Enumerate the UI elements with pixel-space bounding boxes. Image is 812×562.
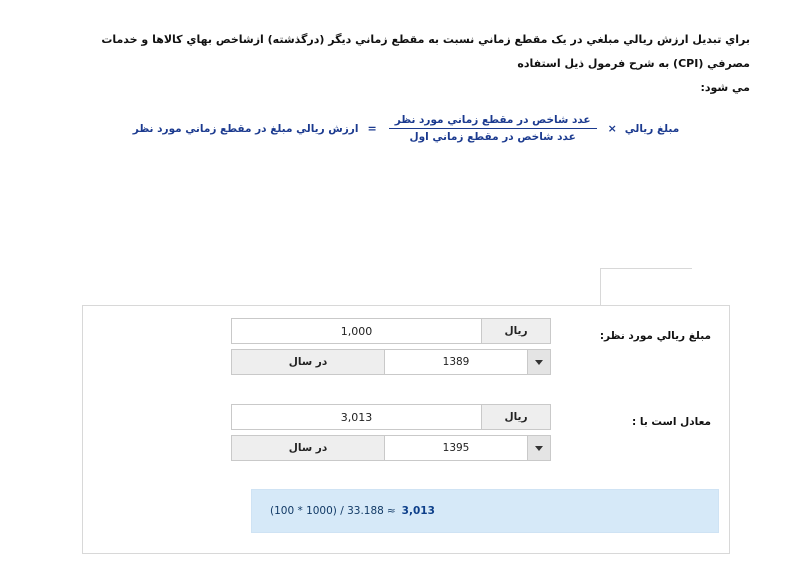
year-value-1[interactable]: 1389 xyxy=(385,350,527,374)
year-dropdown-toggle-2[interactable] xyxy=(527,436,550,460)
chevron-down-icon xyxy=(535,446,543,451)
formula-fraction xyxy=(383,112,603,145)
intro-line-1: براي تبديل ارزش ريالي مبلغي در يک مقطع زماني نسبت به مقطع زماني ديگر (درگذشته) ازشاخص بهاي کالاها و خدمات مصرفي (CPI) به شرح فرمول ذيل استفاده xyxy=(101,33,750,70)
result-value: 3,013 xyxy=(401,505,435,517)
calculation-result-bar xyxy=(251,489,719,533)
result-inputs-stack xyxy=(231,404,551,466)
year-field-1[interactable] xyxy=(231,349,551,375)
amount-input[interactable]: 1,000 xyxy=(232,319,481,343)
formula-right-term: ارزش ريالي مبلغ در مقطع زماني مورد نظر xyxy=(132,122,359,135)
panel-notch xyxy=(600,268,692,306)
result-row-label: معادل است با : xyxy=(632,416,711,428)
year-label-1: در سال xyxy=(232,350,385,374)
result-approx-sign: ≈ xyxy=(386,505,396,517)
year-dropdown-toggle-1[interactable] xyxy=(527,350,550,374)
result-expression: (100 * 1000) / 33.188 xyxy=(270,505,384,517)
amount-inputs-stack xyxy=(231,318,551,380)
cpi-formula xyxy=(0,112,812,172)
year-value-2[interactable]: 1395 xyxy=(385,436,527,460)
amount-row-label: مبلغ ريالي مورد نظر: xyxy=(599,330,711,342)
result-amount-field[interactable] xyxy=(231,404,551,430)
year-label-2: در سال xyxy=(232,436,385,460)
amount-field[interactable] xyxy=(231,318,551,344)
year-field-2[interactable] xyxy=(231,435,551,461)
result-amount-input[interactable]: 3,013 xyxy=(232,405,481,429)
formula-numerator: عدد شاخص در مقطع زماني مورد نظر xyxy=(394,114,591,126)
amount-unit-label: ريال xyxy=(481,319,550,343)
intro-paragraph xyxy=(62,28,750,100)
intro-line-2: مي شود: xyxy=(700,81,750,94)
result-unit-label: ريال xyxy=(481,405,550,429)
chevron-down-icon xyxy=(535,360,543,365)
formula-denominator: عدد شاخص در مقطع زماني اول xyxy=(409,131,576,143)
calculator-panel xyxy=(82,305,730,554)
formula-equals-sign: = xyxy=(367,122,377,135)
formula-multiply-sign: × xyxy=(607,122,617,135)
formula-left-term: مبلغ ريالي xyxy=(624,122,680,135)
